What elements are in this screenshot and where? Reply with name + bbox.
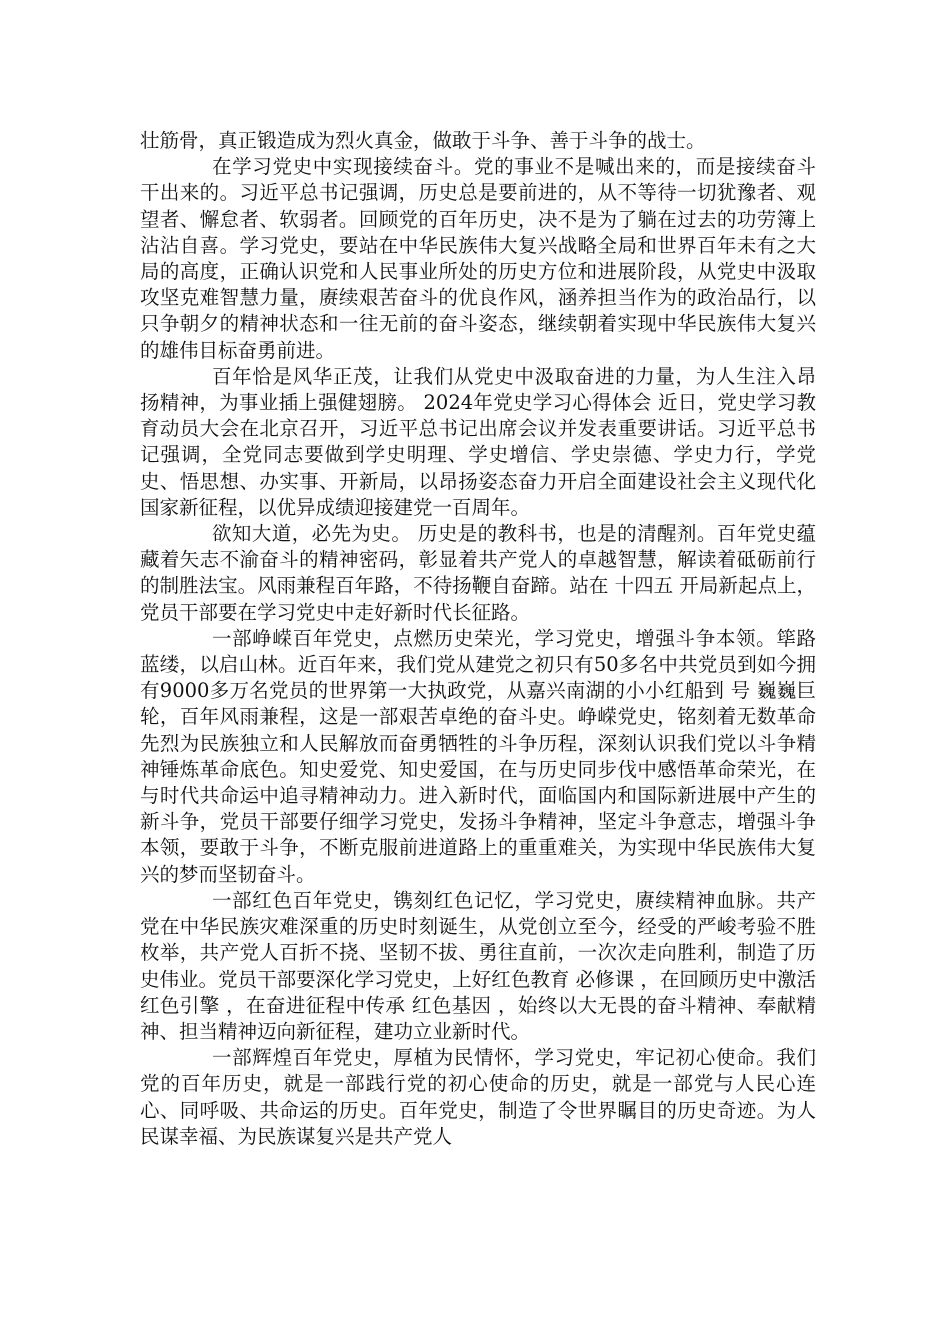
paragraph: 欲知大道，必先为史。 历史是的教科书，也是的清醒剂。百年党史蕴藏着矢志不渝奋斗的精神密码，彰显着共产党人的卓越智慧，解读着砥砺前行的制胜法宝。风雨兼程百年路，不待扬鞭自奋蹄。站在 十四五 开局新起点上，党员干部要在学习党史中走好新时代长征路。 [140, 522, 816, 624]
paragraph: 一部峥嵘百年党史，点燃历史荣光，学习党史，增强斗争本领。筚路蓝缕，以启山林。近百年来，我们党从建党之初只有50多名中共党员到如今拥有9000多万名党员的世界第一大执政党，从嘉兴南湖的小小红船到 号 巍巍巨轮，百年风雨兼程，这是一部艰苦卓绝的奋斗史。峥嵘党史，铭刻着无数革命先烈为民族独立和人民解放而奋勇牺牲的斗争历程，深刻认识我们党以斗争精神锤炼革命底色。知史爱党、知史爱国，在与历史同步伐中感悟革命荣光，在与时代共命运中追寻精神动力。进入新时代，面临国内和国际新进展中产生的新斗争，党员干部要仔细学习党史，发扬斗争精神，坚定斗争意志，增强斗争本领，要敢于斗争，不断克服前进道路上的重重难关，为实现中华民族伟大复兴的梦而坚韧奋斗。 [140, 626, 816, 886]
paragraph-continuation: 壮筋骨，真正锻造成为烈火真金，做敢于斗争、善于斗争的战士。 [140, 129, 706, 152]
paragraph: 一部辉煌百年党史，厚植为民情怀，学习党史，牢记初心使命。我们党的百年历史，就是一部践行党的初心使命的历史，就是一部党与人民心连心、同呼吸、共命运的历史。百年党史，制造了令世界瞩目的历史奇迹。为人民谋幸福、为民族谋复兴是共产党人 [140, 1046, 816, 1148]
paragraph: 在学习党史中实现接续奋斗。党的事业不是喊出来的，而是接续奋斗干出来的。习近平总书记强调，历史总是要前进的，从不等待一切犹豫者、观望者、懈怠者、软弱者。回顾党的百年历史，决不是为了躺在过去的功劳簿上沾沾自喜。学习党史，要站在中华民族伟大复兴战略全局和世界百年未有之大局的高度，正确认识党和人民事业所处的历史方位和进展阶段，从党史中汲取攻坚克难智慧力量，赓续艰苦奋斗的优良作风，涵养担当作为的政治品行，以只争朝夕的精神状态和一往无前的奋斗姿态，继续朝着实现中华民族伟大复兴的雄伟目标奋勇前进。 [140, 155, 816, 362]
paragraph: 一部红色百年党史，镌刻红色记忆，学习党史，赓续精神血脉。共产党在中华民族灾难深重的历史时刻诞生，从党创立至今，经受的严峻考验不胜枚举，共产党人百折不挠、坚韧不拔、勇往直前，一次次走向胜利，制造了历史伟业。党员干部要深化学习党史，上好红色教育 必修课 ，在回顾历史中激活 红色引擎 ，在奋进征程中传承 红色基因 ，始终以大无畏的奋斗精神、奉献精神、担当精神迈向新征程，建功立业新时代。 [140, 888, 816, 1043]
document-body [140, 128, 816, 1150]
paragraph: 百年恰是风华正茂，让我们从党史中汲取奋进的力量，为人生注入昂扬精神，为事业插上强健翅膀。 2024年党史学习心得体会 近日，党史学习教育动员大会在北京召开，习近平总书记出席会议并发表重要讲话。习近平总书记强调，全党同志要做到学史明理、学史增信、学史崇德、学史力行，学党史、悟思想、办实事、开新局，以昂扬姿态奋力开启全面建设社会主义现代化国家新征程，以优异成绩迎接建党一百周年。 [140, 364, 816, 519]
